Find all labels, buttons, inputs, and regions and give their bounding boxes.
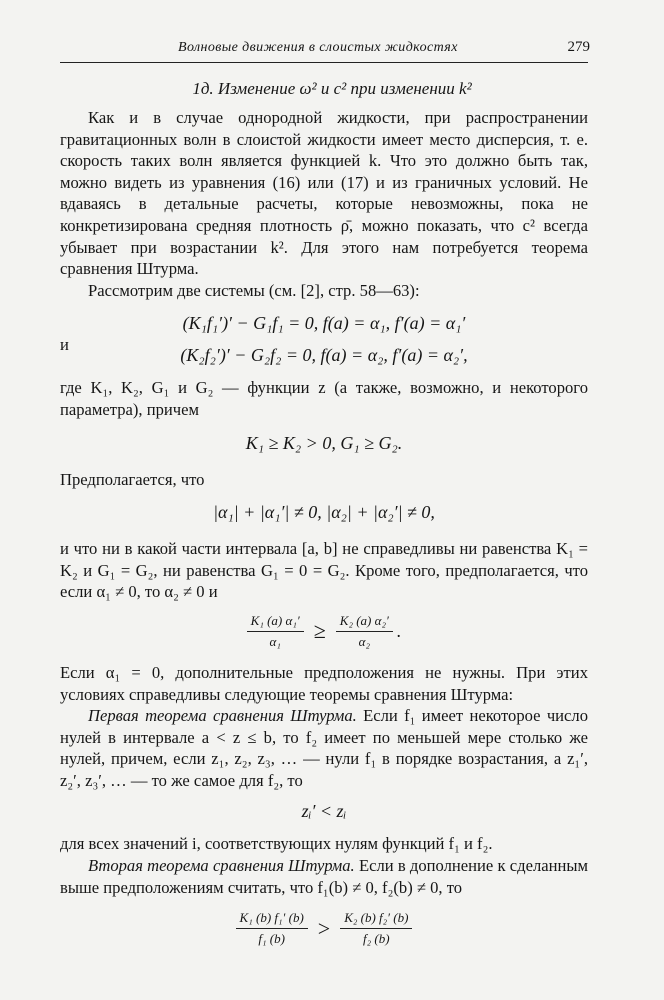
- fraction-right: [336, 613, 393, 650]
- fraction-right: [340, 910, 412, 947]
- paragraph-theorem-1: [60, 705, 588, 791]
- formula-ratio-comparison-a: [60, 613, 588, 650]
- paragraph-dispersion: Как и в случае однородной жидкости, при распространении гравитационных волн в слоистой жидкости имеет место дисперсия, т. е. скорость таких волн является функцией k. Что это должно быть так, можно видеть из уравнения (16) или (17) и из граничных условий. Не вдаваясь в детальные расчеты, которые невозможны, пока не конкретизирована средняя плотность ρ̄, можно показать, что c² всегда убывает при возрастании k². Для этого нам потребуется теорема сравнения Штурма.: [60, 108, 588, 279]
- relation-sign: ≥: [313, 618, 326, 644]
- theorem-1-title: Первая теорема сравнения Штурма.: [88, 706, 357, 726]
- formula-ratio-comparison-b: [60, 910, 588, 947]
- formula-period: .: [396, 620, 402, 641]
- formula-zeros-order: zᵢ′ < zᵢ: [301, 801, 347, 822]
- section-title: 1д. Изменение ω² и c² при изменении k²: [192, 79, 472, 98]
- formula-abs-conditions: |α₁| + |α₁′| ≠ 0, |α₂| + |α₂′| ≠ 0,: [213, 502, 435, 523]
- paragraph-systems-intro: Рассмотрим две системы (см. [2], стр. 58—63):: [88, 280, 420, 300]
- paragraph-assumption: Предполагается, что: [60, 469, 205, 489]
- theorem-2-text: Если в дополнение к сделанным выше предположениям считать, что f₁(b) ≠ 0, f₂(b) ≠ 0, то: [60, 856, 588, 897]
- theorem-2-title: Вторая теорема сравнения Штурма.: [88, 856, 355, 876]
- theorem-1-text: Если f₁ имеет некоторое число нулей в интервале a < z ≤ b, то f₂ имеет по меньшей мере столько же нулей, причем, если z₁, z₂, z₃, … — нули f₁ в порядке возрастания, а z₁′, z₂′, z₃′, … — то же самое для f₂, то: [60, 706, 588, 790]
- paragraph-conditions: Если α₁ = 0, дополнительные предположения не нужны. При этих условиях справедливы следующие теоремы сравнения Штурма:: [60, 662, 588, 704]
- page-number: 279: [567, 39, 590, 55]
- relation-sign: >: [317, 915, 331, 941]
- page-header: [60, 38, 588, 63]
- fraction-denominator: α₂: [358, 633, 370, 649]
- formula-system-2: (K₂f₂′)′ − G₂f₂ = 0, f(a) = α₂, f′(a) = α₂′,: [180, 345, 468, 366]
- paragraph-interval: и что ни в какой части интервала [a, b] не справедливы ни равенства K₁ = K₂ и G₁ = G₂, ни равенства G₁ = 0 = G₂. Кроме того, предполагается, что если α₁ ≠ 0, то α₂ ≠ 0 и: [60, 539, 588, 602]
- paragraph-functions: где K₁, K₂, G₁ и G₂ — функции z (а также, возможно, и некоторого параметра), причем: [60, 378, 588, 419]
- fraction-numerator: K₂ (a) α₂′: [336, 613, 393, 632]
- fraction-numerator: K₁ (a) α₁′: [247, 613, 304, 632]
- formula-system-1: (K₁f₁′)′ − G₁f₁ = 0, f(a) = α₁, f′(a) = α₁′: [182, 313, 466, 334]
- fraction-denominator: f₂ (b): [363, 931, 390, 947]
- fraction-left: [247, 613, 304, 650]
- paragraph-theorem-2: [60, 855, 588, 898]
- formula-system-2-row: [60, 335, 588, 369]
- fraction-numerator: K₂ (b) f₂′ (b): [340, 910, 412, 929]
- fraction-numerator: K₁ (b) f₁′ (b): [236, 910, 308, 929]
- fraction-left: [236, 910, 308, 947]
- paragraph-all-values: для всех значений i, соответствующих нулям функций f₁ и f₂.: [60, 834, 493, 854]
- fraction-denominator: f₁ (b): [258, 931, 285, 947]
- conjunction-and: и: [60, 335, 69, 355]
- fraction-denominator: α₁: [269, 633, 281, 649]
- running-title: Волновые движения в слоистых жидкостях: [178, 40, 458, 55]
- formula-inequalities: K₁ ≥ K₂ > 0, G₁ ≥ G₂.: [245, 432, 403, 453]
- book-page: [60, 38, 588, 947]
